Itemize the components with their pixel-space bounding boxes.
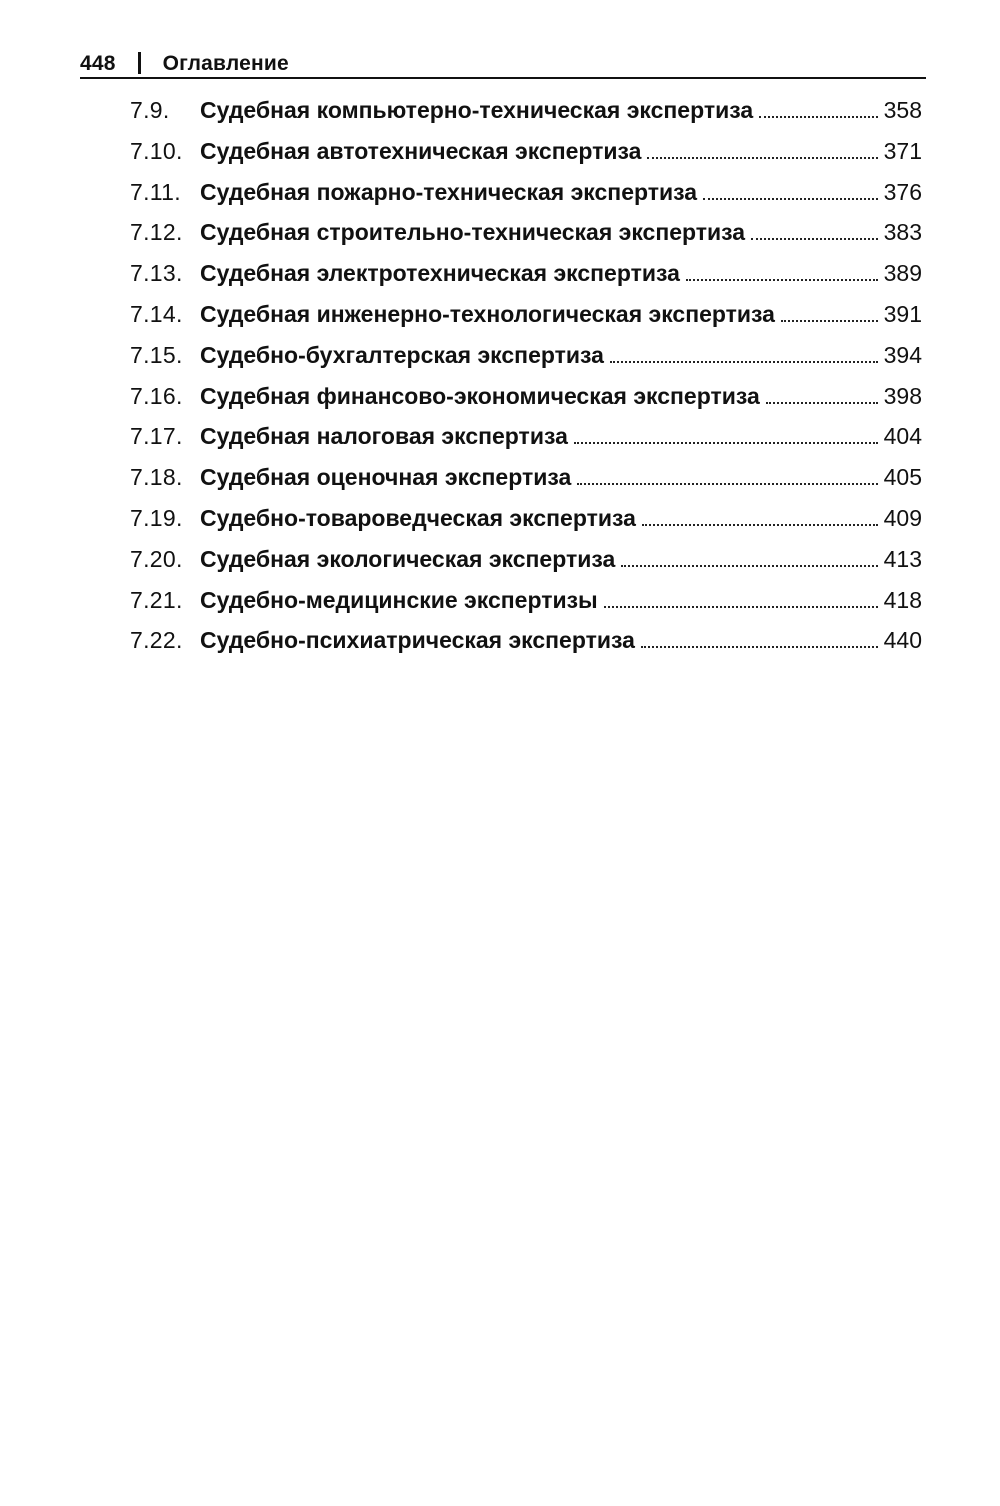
toc-entry-page: 358 <box>883 97 922 123</box>
header-separator <box>138 52 141 74</box>
toc-entry[interactable] <box>130 131 922 172</box>
toc-entry-number: 7.15. <box>130 341 183 368</box>
toc-entry-page: 418 <box>883 586 922 613</box>
toc-entry[interactable] <box>130 294 922 335</box>
toc-entry-number: 7.19. <box>130 504 183 531</box>
dot-leader <box>686 279 878 281</box>
toc-entry-number: 7.18. <box>130 464 183 491</box>
dot-leader <box>647 157 878 159</box>
toc-entry-page: 405 <box>883 464 922 491</box>
toc-entry-title: Судебная электротехническая экспертиза <box>200 260 680 287</box>
toc-entry[interactable] <box>130 580 922 621</box>
toc-entry[interactable] <box>130 620 922 661</box>
toc-entry[interactable] <box>130 90 922 131</box>
toc-entry-title: Судебная налоговая экспертиза <box>200 423 568 450</box>
toc-entry[interactable] <box>130 172 922 213</box>
toc-entry-page: 398 <box>883 382 922 409</box>
dot-leader <box>766 402 878 404</box>
toc-entry-page: 394 <box>883 341 922 368</box>
toc-entry-number: 7.10. <box>130 137 183 164</box>
section-title: Оглавление <box>162 52 289 75</box>
toc-entry-page: 371 <box>883 137 922 164</box>
dot-leader <box>642 524 878 526</box>
dot-leader <box>621 565 878 567</box>
toc-entry-title: Судебная пожарно-техническая экспертиза <box>200 178 698 205</box>
toc-entry-page: 376 <box>883 178 922 205</box>
table-of-contents <box>130 90 922 661</box>
toc-entry-page: 404 <box>883 423 922 450</box>
toc-entry-title: Судебная оценочная экспертиза <box>200 464 572 491</box>
toc-entry-title: Судебная компьютерно-техническая экспертиза <box>200 97 754 123</box>
toc-entry-number: 7.14. <box>130 300 183 327</box>
toc-entry-number: 7.22. <box>130 627 183 654</box>
dot-leader <box>610 361 878 363</box>
dot-leader <box>781 320 878 322</box>
toc-entry-number: 7.21. <box>130 586 183 613</box>
toc-entry[interactable] <box>130 498 922 539</box>
toc-entry-number: 7.20. <box>130 545 183 572</box>
toc-entry-number: 7.12. <box>130 219 183 246</box>
toc-entry-number: 7.11. <box>130 178 181 205</box>
toc-entry-title: Судебно-товароведческая экспертиза <box>200 504 636 531</box>
dot-leader <box>751 238 878 240</box>
toc-entry-page: 383 <box>883 219 922 246</box>
page-number: 448 <box>80 52 116 75</box>
toc-entry-page: 409 <box>883 504 922 531</box>
toc-entry-title: Судебная экологическая экспертиза <box>200 545 616 572</box>
toc-entry[interactable] <box>130 457 922 498</box>
toc-entry-page: 440 <box>883 627 922 654</box>
toc-entry-number: 7.9. <box>130 97 170 123</box>
toc-entry[interactable] <box>130 416 922 457</box>
header-rule <box>80 77 926 79</box>
dot-leader <box>703 198 878 200</box>
toc-entry-page: 389 <box>883 260 922 287</box>
dot-leader <box>574 442 878 444</box>
toc-entry[interactable] <box>130 253 922 294</box>
running-head <box>80 46 926 76</box>
toc-entry-page: 391 <box>883 300 922 327</box>
toc-entry-title: Судебно-психиатрическая экспертиза <box>200 627 635 654</box>
toc-entry-title: Судебная инженерно-технологическая экспертиза <box>200 300 775 327</box>
toc-entry-title: Судебно-медицинские экспертизы <box>200 586 598 613</box>
toc-entry[interactable] <box>130 539 922 580</box>
toc-entry[interactable] <box>130 212 922 253</box>
toc-entry-number: 7.16. <box>130 382 183 409</box>
toc-entry-title: Судебная автотехническая экспертиза <box>200 137 642 164</box>
toc-entry-page: 413 <box>883 545 922 572</box>
dot-leader <box>641 646 878 648</box>
toc-entry[interactable] <box>130 376 922 417</box>
toc-entry-number: 7.17. <box>130 423 183 450</box>
dot-leader <box>577 483 878 485</box>
toc-entry-number: 7.13. <box>130 260 183 287</box>
toc-entry[interactable] <box>130 335 922 376</box>
toc-entry-title: Судебная финансово-экономическая экспертиза <box>200 382 760 409</box>
toc-entry-title: Судебная строительно-техническая экспертиза <box>200 219 746 246</box>
dot-leader <box>604 606 878 608</box>
dot-leader <box>759 116 878 118</box>
toc-entry-title: Судебно-бухгалтерская экспертиза <box>200 341 604 368</box>
